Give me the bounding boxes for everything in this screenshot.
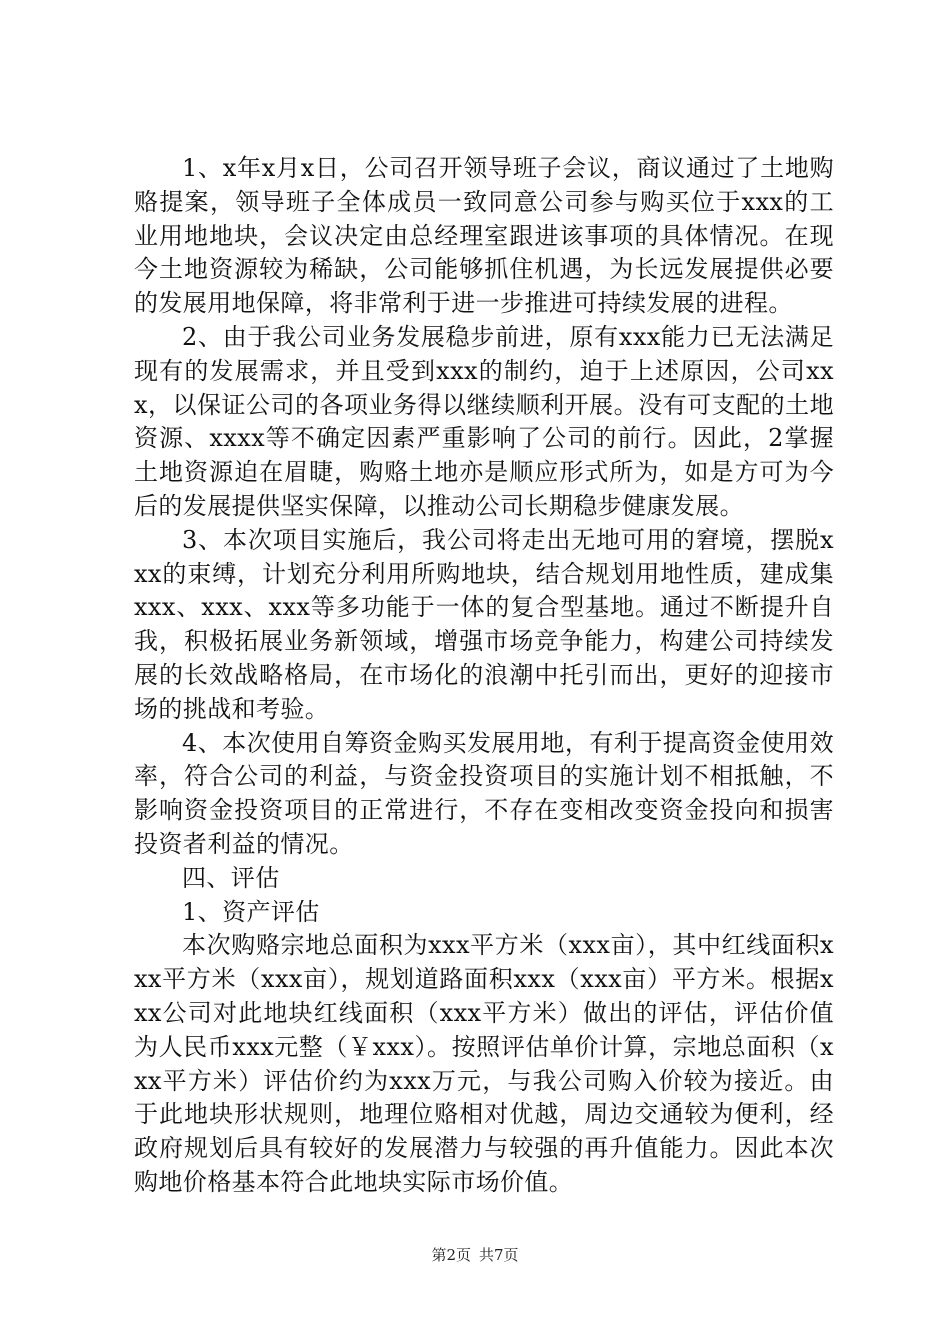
page-number-current: 第2页 xyxy=(431,1246,471,1264)
paragraph-item-1: 1、x年x月x日，公司召开领导班子会议，商议通过了土地购赂提案，领导班子全体成员一致同意公司参与购买位于xxx的工业用地地块，会议决定由总经理室跟进该事项的具体情况。在现今土地资源较为稀缺，公司能够抓住机遇，为长远发展提供必要的发展用地保障，将非常利于进一步推进可持续发展的进程。 xyxy=(134,154,834,318)
page-footer xyxy=(0,1244,950,1265)
paragraph-item-2: 2、由于我公司业务发展稳步前进，原有xxx能力已无法满足现有的发展需求，并且受到xxx的制约，迫于上述原因，公司xxx，以保证公司的各项业务得以继续顺利开展。没有可支配的土地资源、xxxx等不确定因素严重影响了公司的前行。因此，2掌握土地资源迫在眉睫，购赂土地亦是顺应形式所为，如是方可为今后的发展提供坚实保障，以推动公司长期稳步健康发展。 xyxy=(134,322,834,520)
document-body xyxy=(134,152,834,1200)
paragraph-item-3: 3、本次项目实施后，我公司将走出无地可用的窘境，摆脱xxx的束缚，计划充分利用所购地块，结合规划用地性质，建成集xxx、xxx、xxx等多功能于一体的复合型基地。通过不断提升自我，积极拓展业务新领域，增强市场竞争能力，构建公司持续发展的长效战略格局，在市场化的浪潮中托引而出，更好的迎接市场的挑战和考验。 xyxy=(134,525,834,723)
section-heading-evaluation: 四、评估 xyxy=(182,863,280,892)
subsection-heading-asset-evaluation: 1、资产评估 xyxy=(182,897,320,926)
page-number-total: 共7页 xyxy=(479,1246,519,1264)
paragraph-item-4: 4、本次使用自筹资金购买发展用地，有利于提高资金使用效率，符合公司的利益，与资金投资项目的实施计划不相抵触，不影响资金投资项目的正常进行，不存在变相改变资金投向和损害投资者利益的情况。 xyxy=(134,728,834,858)
paragraph-asset-evaluation: 本次购赂宗地总面积为xxx平方米（xxx亩），其中红线面积xxx平方米（xxx亩），规划道路面积xxx（xxx亩）平方米。根据xxx公司对此地块红线面积（xxx平方米）做出的评估，评估价值为人民币xxx元整（￥xxx）。按照评估单价计算，宗地总面积（xxx平方米）评估价约为xxx万元，与我公司购入价较为接近。由于此地块形状规则，地理位赂相对优越，周边交通较为便利，经政府规划后具有较好的发展潜力与较强的再升值能力。因此本次购地价格基本符合此地块实际市场价值。 xyxy=(134,931,834,1196)
